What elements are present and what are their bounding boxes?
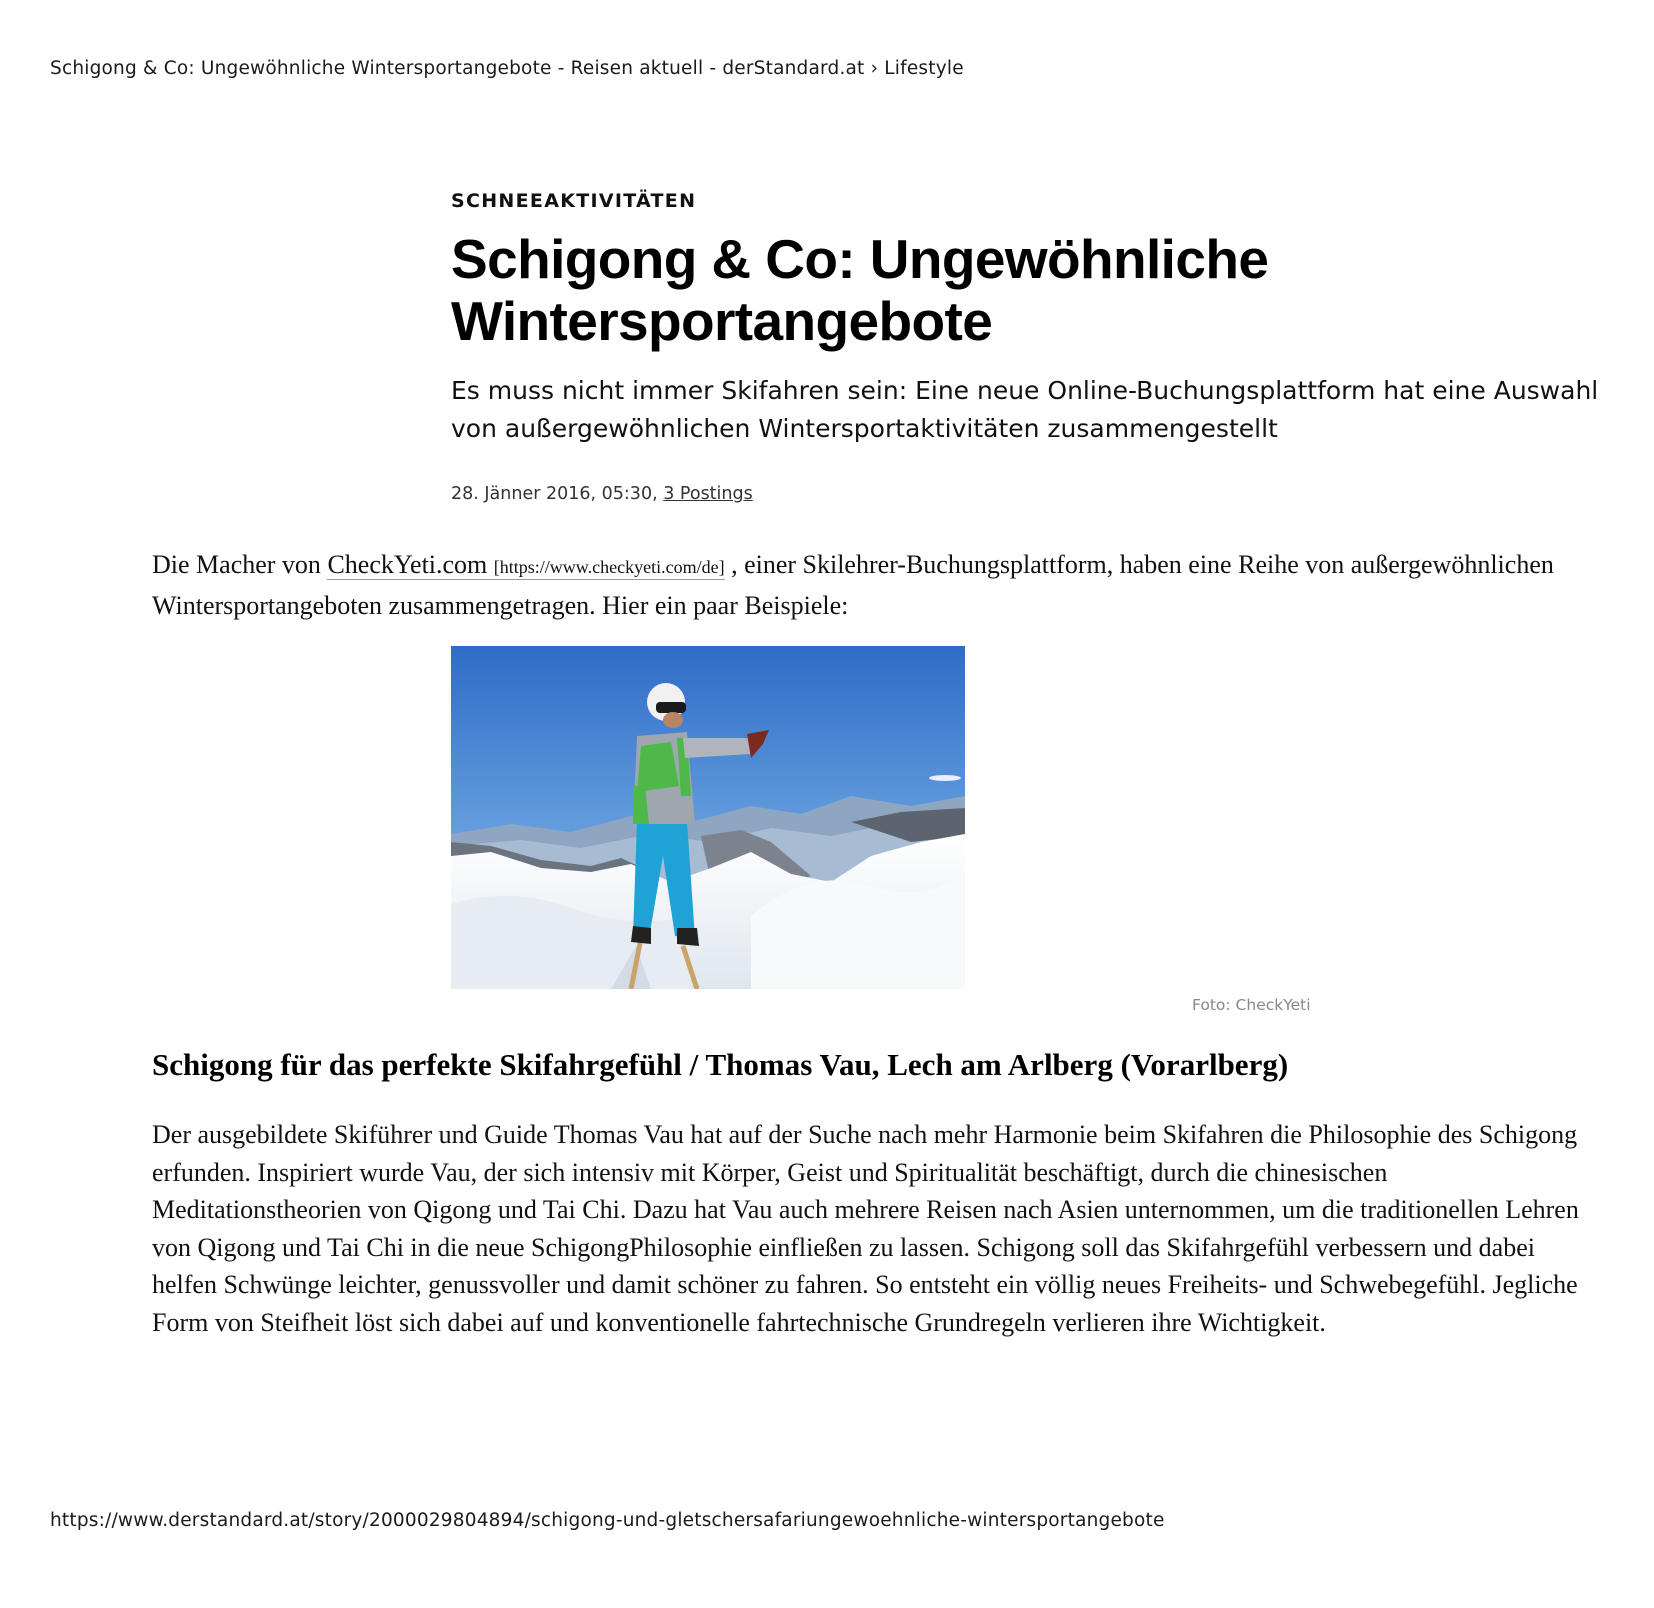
- intro-paragraph: [152, 546, 1602, 624]
- intro-text-before: Die Macher von: [152, 550, 328, 579]
- print-footer-url: https://www.derstandard.at/story/2000029804894/schigong-und-gletschersafariungewoehnliche-wintersportangebote: [50, 1510, 1165, 1531]
- checkyeti-link[interactable]: [327, 550, 724, 580]
- article-meta: [451, 484, 753, 504]
- headline-line-2: Wintersportangebote: [451, 290, 993, 352]
- intro-text-after: , einer Skilehrer-Buchungsplattform, haben eine Reihe von außergewöhnlichen Wintersportangeboten zusammengetragen. Hier ein paar Beispiele:: [152, 550, 1554, 620]
- section-body: Der ausgebildete Skiführer und Guide Thomas Vau hat auf der Suche nach mehr Harmonie beim Skifahren die Philosophie des Schigong erfunden. Inspiriert wurde Vau, der sich intensiv mit Körper, Geist und Spiritualität beschäftigt, durch die chinesischen Meditationstheorien von Qigong und Tai Chi. Dazu hat Vau auch mehrere Reisen nach Asien unternommen, um die traditionellen Lehren von Qigong und Tai Chi in die neue SchigongPhilosophie einfließen zu lassen. Schigong soll das Skifahrgefühl verbessern und dabei helfen Schwünge leichter, genussvoller und damit schöner zu fahren. So entsteht ein völlig neues Freiheits- und Schwebegefühl. Jegliche Form von Steifheit löst sich dabei auf und konventionelle fahrtechnische Grundregeln verlieren ihre Wichtigkeit.: [152, 1120, 1579, 1337]
- photo-credit: Foto: CheckYeti: [1192, 996, 1311, 1014]
- article-kicker[interactable]: SCHNEEAKTIVITÄTEN: [451, 190, 697, 212]
- checkyeti-link-url: [https://www.checkyeti.com/de]: [493, 557, 725, 577]
- headline-line-1: Schigong & Co: Ungewöhnliche: [451, 228, 1269, 290]
- section-heading: Schigong für das perfekte Skifahrgefühl / Thomas Vau, Lech am Arlberg (Vorarlberg): [152, 1047, 1289, 1082]
- checkyeti-link-text: CheckYeti.com: [327, 550, 488, 579]
- postings-link[interactable]: 3 Postings: [663, 484, 753, 504]
- skier-photo-illustration: [451, 646, 965, 989]
- article-lead: Es muss nicht immer Skifahren sein: Eine neue Online-Buchungsplattform hat eine Auswahl von außergewöhnlichen Wintersportaktivitäten zusammengestellt: [451, 376, 1599, 443]
- publish-date: 28. Jänner 2016, 05:30,: [451, 484, 658, 504]
- print-header: Schigong & Co: Ungewöhnliche Wintersportangebote - Reisen aktuell - derStandard.at › Lifestyle: [50, 58, 964, 79]
- article-headline: [451, 228, 1601, 352]
- article-photo: [451, 646, 965, 989]
